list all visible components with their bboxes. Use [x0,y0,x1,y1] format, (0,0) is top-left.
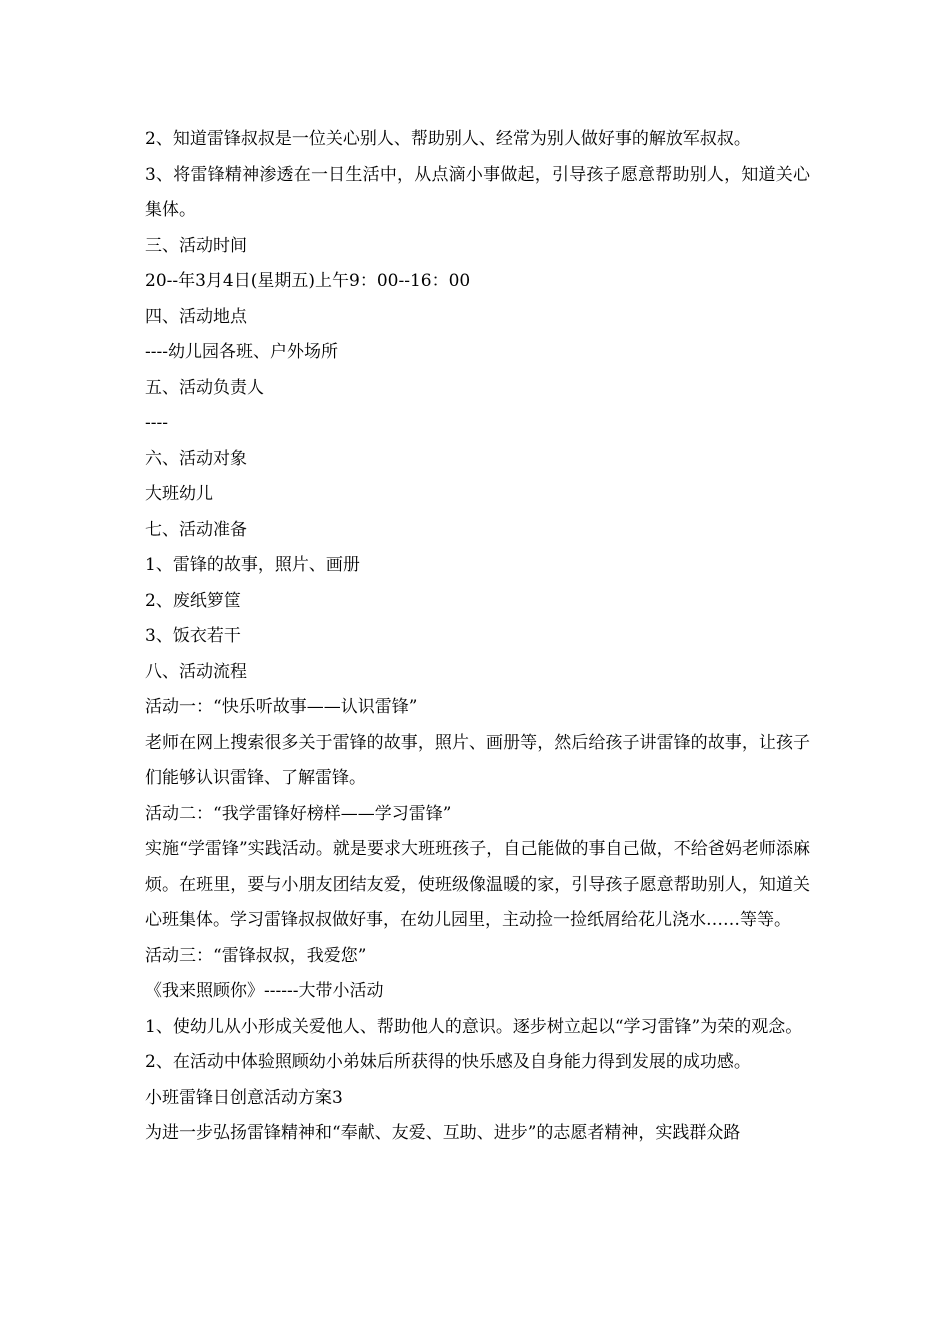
activity-three-item-2: 2、在活动中体验照顾幼小弟妹后所获得的快乐感及自身能力得到发展的成功感。 [145,1052,751,1072]
section-heading-process: 八、活动流程 [145,661,247,682]
activity-one-title: 活动一：“快乐听故事——认识雷锋” [145,697,418,717]
document-body [145,122,810,1152]
preparation-item-3: 3、饭衣若干 [145,626,241,646]
activity-one-body: 老师在网上搜索很多关于雷锋的故事，照片、画册等，然后给孩子讲雷锋的故事，让孩子们能够认识雷锋、了解雷锋。 [145,732,810,788]
activity-three-item-1: 1、使幼儿从小形成关爱他人、帮助他人的意识。逐步树立起以“学习雷锋”为荣的观念。 [145,1016,803,1037]
activity-audience: 大班幼儿 [145,484,213,504]
activity-responsible: ---- [145,413,168,433]
plan-3-intro: 为进一步弘扬雷锋精神和“奉献、友爱、互助、进步”的志愿者精神，实践群众路 [145,1123,741,1143]
section-heading-time: 三、活动时间 [145,235,247,256]
activity-location: ----幼儿园各班、户外场所 [145,342,338,362]
section-heading-responsible: 五、活动负责人 [145,377,264,398]
activity-two-body: 实施“学雷锋”实践活动。就是要求大班班孩子，自己能做的事自己做，不给爸妈老师添麻烦。在班里，要与小朋友团结友爱，使班级像温暖的家，引导孩子愿意帮助别人，知道关心班集体。学习雷锋叔叔做好事，在幼儿园里，主动捡一捡纸屑给花儿浇水……等等。 [145,839,810,930]
activity-three-title: 活动三：“雷锋叔叔，我爱您” [145,945,367,966]
section-heading-preparation: 七、活动准备 [145,519,247,540]
section-heading-location: 四、活动地点 [145,306,247,327]
plan-3-title: 小班雷锋日创意活动方案3 [145,1087,343,1108]
goal-item-3: 3、将雷锋精神渗透在一日生活中，从点滴小事做起，引导孩子愿意帮助别人，知道关心集体。 [145,164,810,220]
activity-two-title: 活动二：“我学雷锋好榜样——学习雷锋” [145,803,452,824]
activity-time: 20--年3月4日(星期五)上午9：00--16：00 [145,271,471,291]
preparation-item-2: 2、废纸箩筐 [145,590,241,611]
activity-three-subtitle: 《我来照顾你》------大带小活动 [145,981,384,1001]
preparation-item-1: 1、雷锋的故事，照片、画册 [145,555,360,575]
section-heading-audience: 六、活动对象 [145,448,247,469]
goal-item-2: 2、知道雷锋叔叔是一位关心别人、帮助别人、经常为别人做好事的解放军叔叔。 [145,129,751,149]
